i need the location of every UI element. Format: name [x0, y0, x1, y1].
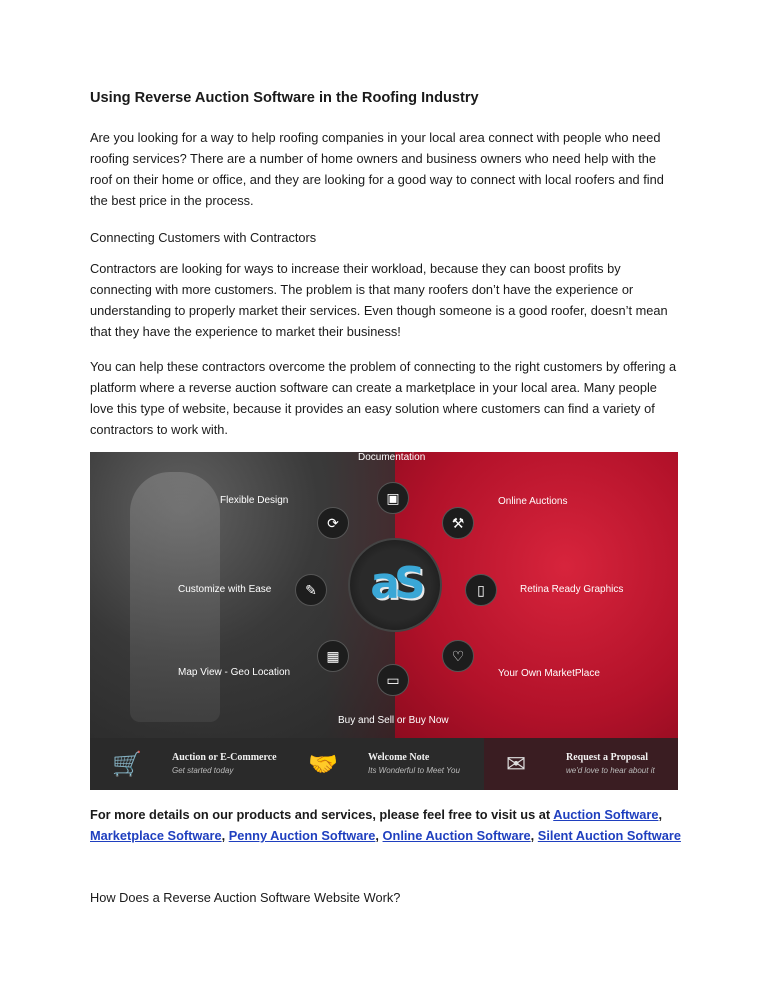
as-logo-mark: aS	[370, 558, 420, 609]
label-flexible-design: Flexible Design	[220, 495, 289, 506]
label-documentation: Documentation	[358, 452, 426, 463]
bottom-item-welcome: 🤝 Welcome Note Its Wonderful to Meet You	[308, 751, 460, 778]
link-auction-software[interactable]: Auction Software	[553, 807, 659, 822]
label-marketplace: Your Own MarketPlace	[498, 668, 600, 679]
pencil-icon: ✎	[295, 574, 327, 606]
as-logo	[348, 538, 442, 632]
banner-bottom-bar	[90, 738, 678, 790]
person-silhouette	[130, 472, 220, 722]
section-heading-connecting: Connecting Customers with Contractors	[90, 230, 317, 245]
gavel-icon: ⚒	[442, 507, 474, 539]
link-silent-auction-software[interactable]: Silent Auction Software	[537, 828, 681, 843]
section-heading-how-it-works: How Does a Reverse Auction Software Website Work?	[90, 890, 401, 905]
label-buy-sell: Buy and Sell or Buy Now	[338, 715, 449, 726]
bottom-item-auction: 🛒 Auction or E-Commerce Get started today	[112, 751, 277, 778]
label-retina: Retina Ready Graphics	[520, 584, 624, 595]
intro-paragraph: Are you looking for a way to help roofing companies in your local area connect with people who need roofing services? There are a number of home owners and business owners who need help with the roof on their home or office, and they are looking for a good way to connect with local roofers and find the best price in the process.	[90, 130, 664, 208]
page-title: Using Reverse Auction Software in the Roofing Industry	[90, 90, 479, 106]
link-online-auction-software[interactable]: Online Auction Software	[382, 828, 531, 843]
label-map-view: Map View - Geo Location	[178, 667, 291, 678]
phone-icon: ▯	[465, 574, 497, 606]
feature-banner-image	[90, 452, 678, 790]
label-online-auctions: Online Auctions	[498, 496, 568, 507]
link-marketplace-software[interactable]: Marketplace Software	[90, 828, 222, 843]
links-intro: For more details on our products and services, please feel free to visit us at	[90, 807, 551, 822]
bottom-item-proposal: ✉ Request a Proposal we'd love to hear about it	[484, 738, 678, 790]
link-penny-auction-software[interactable]: Penny Auction Software	[228, 828, 376, 843]
map-icon: ▦	[317, 640, 349, 672]
contractors-paragraph: Contractors are looking for ways to increase their workload, because they can boost profits by connecting with more customers. The problem is that many roofers don’t have the experience or understanding to properly market their services. Even though someone is a good roofer, doesn’t mean that they have the experience to market their business!	[90, 261, 668, 339]
links-paragraph: For more details on our products and services, please feel free to visit us at Auction Software, Marketplace Software, Penny Auction Software, Online Auction Software, Silent Auction Software	[90, 807, 681, 843]
refresh-icon: ⟳	[317, 507, 349, 539]
book-icon: ▣	[377, 482, 409, 514]
handshake-icon: 🤝	[308, 751, 338, 778]
label-customize: Customize with Ease	[178, 584, 272, 595]
cart-monitor-icon: 🛒	[112, 751, 142, 778]
heart-icon: ♡	[442, 640, 474, 672]
paint-roller-icon: ▭	[377, 664, 409, 696]
envelope-icon: ✉	[506, 751, 527, 778]
platform-paragraph: You can help these contractors overcome the problem of connecting to the right customers by offering a platform where a reverse auction software can create a marketplace in your local area. Many people love this type of website, because it provides an easy solution where customers can find a variety of contractors to work with.	[90, 359, 677, 437]
